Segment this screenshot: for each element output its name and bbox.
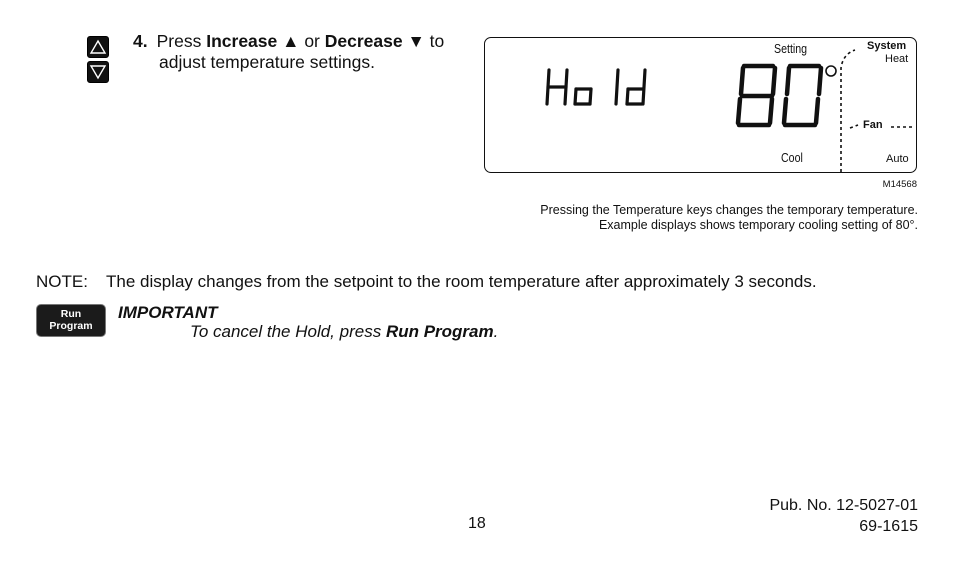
lcd-graphics bbox=[485, 38, 918, 174]
pub-number: Pub. No. 12-5027-01 bbox=[769, 497, 918, 514]
figure-id: M14568 bbox=[882, 179, 917, 190]
system-label: System bbox=[867, 40, 907, 52]
fan-label: Fan bbox=[863, 119, 883, 131]
publication-info bbox=[769, 495, 918, 537]
degree-symbol bbox=[826, 66, 836, 76]
mode-text bbox=[547, 58, 549, 59]
important-heading: IMPORTANT bbox=[118, 303, 218, 322]
step-number: 4. bbox=[133, 31, 148, 51]
step-instruction: 4. Press Increase ▲ or Decrease ▼ to adjust temperature settings. bbox=[133, 31, 463, 73]
note-label: NOTE: bbox=[36, 272, 88, 291]
down-arrow-glyph: ▼ bbox=[407, 31, 425, 51]
decrease-label: Decrease bbox=[324, 31, 403, 51]
cool-label: Cool bbox=[781, 151, 803, 165]
setting-label: Setting bbox=[774, 42, 808, 56]
up-triangle-icon bbox=[88, 37, 108, 57]
run-program-button[interactable]: Run Program bbox=[36, 304, 106, 337]
increase-key[interactable] bbox=[87, 36, 109, 58]
doc-number: 69-1615 bbox=[859, 518, 918, 535]
note-text: The display changes from the setpoint to the room temperature after approximately 3 seconds. bbox=[106, 272, 817, 291]
note bbox=[36, 272, 817, 292]
temperature-segment-digits bbox=[738, 66, 821, 125]
hold-segment-text bbox=[547, 70, 645, 104]
down-triangle-icon bbox=[88, 62, 108, 82]
step-line-2: adjust temperature settings. bbox=[159, 52, 375, 72]
heat-label: Heat bbox=[885, 53, 909, 65]
increase-label: Increase bbox=[206, 31, 278, 51]
important-text: To cancel the Hold, press Run Program. bbox=[190, 322, 499, 341]
figure-caption: Pressing the Temperature keys changes the temporary temperature. Example displays shows temporary cooling setting of 80°. bbox=[540, 203, 918, 232]
temperature-value bbox=[735, 58, 736, 59]
auto-label: Auto bbox=[886, 153, 909, 165]
page-number: 18 bbox=[468, 515, 486, 532]
decrease-key[interactable] bbox=[87, 61, 109, 83]
up-arrow-glyph: ▲ bbox=[282, 31, 300, 51]
thermostat-display bbox=[484, 37, 917, 173]
